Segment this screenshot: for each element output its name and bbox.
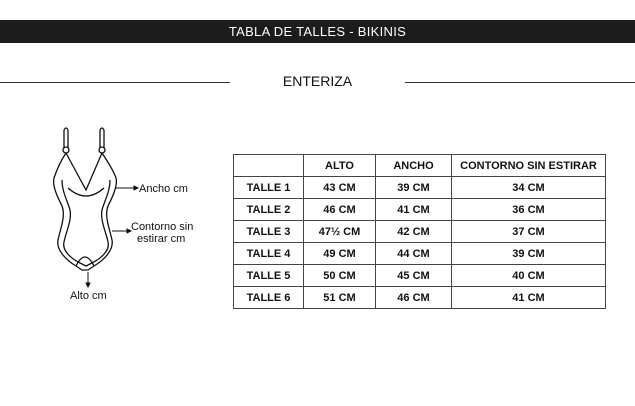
size-label-cell: TALLE 3 [234, 221, 304, 243]
table-cell: 47½ CM [304, 221, 376, 243]
section-rule-right [405, 82, 635, 83]
table-cell: 46 CM [304, 199, 376, 221]
table-cell: 51 CM [304, 287, 376, 309]
table-cell: 36 CM [452, 199, 606, 221]
table-row [234, 199, 606, 221]
header-cell [234, 155, 304, 177]
table-cell: 43 CM [304, 177, 376, 199]
header-cell: ANCHO [376, 155, 452, 177]
table-row [234, 265, 606, 287]
banner [0, 20, 635, 43]
size-label-cell: TALLE 4 [234, 243, 304, 265]
table-cell: 41 CM [376, 199, 452, 221]
header-cell: ALTO [304, 155, 376, 177]
table-cell: 49 CM [304, 243, 376, 265]
table-cell: 42 CM [376, 221, 452, 243]
size-label-cell: TALLE 5 [234, 265, 304, 287]
section-title: ENTERIZA [282, 73, 353, 89]
swimsuit-figure [0, 120, 230, 310]
size-label-cell: TALLE 1 [234, 177, 304, 199]
table-cell: 40 CM [452, 265, 606, 287]
label-ancho: Ancho cm [139, 183, 188, 195]
table-row [234, 243, 606, 265]
section-rule-left [0, 82, 230, 83]
table-row [234, 221, 606, 243]
table-cell: 39 CM [452, 243, 606, 265]
table-cell: 37 CM [452, 221, 606, 243]
table-cell: 39 CM [376, 177, 452, 199]
table-header-row [234, 155, 606, 177]
banner-title: TABLA DE TALLES - BIKINIS [228, 24, 407, 39]
table-cell: 41 CM [452, 287, 606, 309]
swimsuit-icon [0, 120, 230, 310]
size-table [233, 154, 606, 309]
size-label-cell: TALLE 2 [234, 199, 304, 221]
table-cell: 34 CM [452, 177, 606, 199]
table-row [234, 177, 606, 199]
label-contorno-line2: estirar cm [137, 233, 186, 245]
table-cell: 44 CM [376, 243, 452, 265]
table-cell: 50 CM [304, 265, 376, 287]
size-label-cell: TALLE 6 [234, 287, 304, 309]
table-row [234, 287, 606, 309]
header-cell: CONTORNO SIN ESTIRAR [452, 155, 606, 177]
table-cell: 45 CM [376, 265, 452, 287]
label-contorno-line1: Contorno sin [131, 221, 194, 233]
label-alto: Alto cm [70, 290, 107, 302]
table-cell: 46 CM [376, 287, 452, 309]
